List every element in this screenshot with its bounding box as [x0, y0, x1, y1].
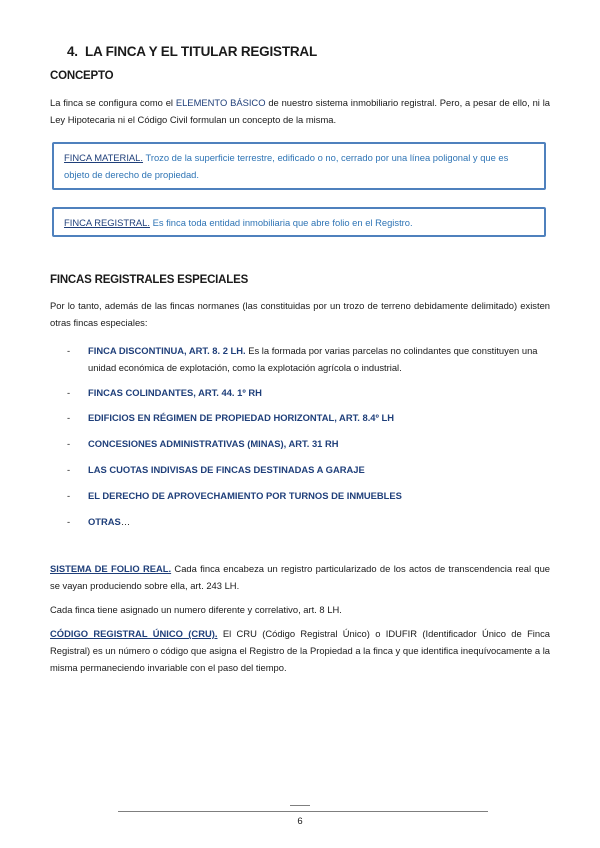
- finca-material-box: [52, 142, 546, 190]
- section-number: 4.: [67, 44, 78, 59]
- folio-real-paragraph: SISTEMA DE FOLIO REAL. Cada finca encabeza un registro particularizado de los actos de transcendencia real que se vayan produciendo sobre ella, art. 243 LH.: [50, 563, 551, 591]
- section-title: LA FINCA Y EL TITULAR REGISTRAL: [84, 44, 318, 59]
- list-dash: -: [67, 464, 71, 475]
- cru-term: CÓDIGO REGISTRAL ÚNICO (CRU).: [50, 628, 218, 639]
- list-dash: -: [67, 490, 71, 501]
- finca-registral-definition: Es finca toda entidad inmobiliaria que abre folio en el Registro.: [149, 217, 413, 228]
- list-dash: -: [67, 438, 71, 449]
- footer-rule: [118, 811, 488, 812]
- section-heading: [67, 44, 317, 59]
- concepto-paragraph: La finca se configura como el ELEMENTO BÁSICO de nuestro sistema inmobiliario registral. Pero, a pesar de ello, ni la Ley Hipotecaria ni el Código Civil formulan un concepto de la misma.: [50, 97, 550, 125]
- folio-real-term: SISTEMA DE FOLIO REAL.: [50, 563, 172, 574]
- list-dash: -: [67, 412, 71, 423]
- list-dash: -: [67, 345, 71, 356]
- concepto-heading: CONCEPTO: [50, 70, 114, 82]
- finca-material-term: FINCA MATERIAL.: [64, 152, 144, 163]
- finca-material-definition: Trozo de la superficie terrestre, edificado o no, cerrado por una línea poligonal y que es objeto de derecho de propiedad.: [64, 152, 509, 180]
- footer-short-rule: [290, 805, 310, 806]
- especiales-heading: FINCAS REGISTRALES ESPECIALES: [50, 274, 249, 286]
- page-number: 6: [297, 816, 303, 827]
- cru-paragraph: CÓDIGO REGISTRAL ÚNICO (CRU). El CRU (Código Registral Único) o IDUFIR (Identificador Único de Finca Registral) es un número o código que asigna el Registro de la Propiedad a la finca y que identifica inequívocamente a la misma permaneciendo invariable con el paso del tiempo.: [50, 628, 550, 673]
- finca-registral-term: FINCA REGISTRAL.: [64, 217, 150, 228]
- list-dash: -: [67, 387, 71, 398]
- finca-registral-box: [52, 207, 546, 237]
- numero-paragraph: Cada finca tiene asignado un numero diferente y correlativo, art. 8 LH.: [50, 604, 342, 615]
- especiales-intro: Por lo tanto, además de las fincas normanes (las constituidas por un trozo de terreno debidamente delimitado) existen otras fincas especiales:: [50, 300, 550, 328]
- elemento-basico-keyword: ELEMENTO BÁSICO: [175, 97, 266, 108]
- list-dash: -: [67, 516, 71, 527]
